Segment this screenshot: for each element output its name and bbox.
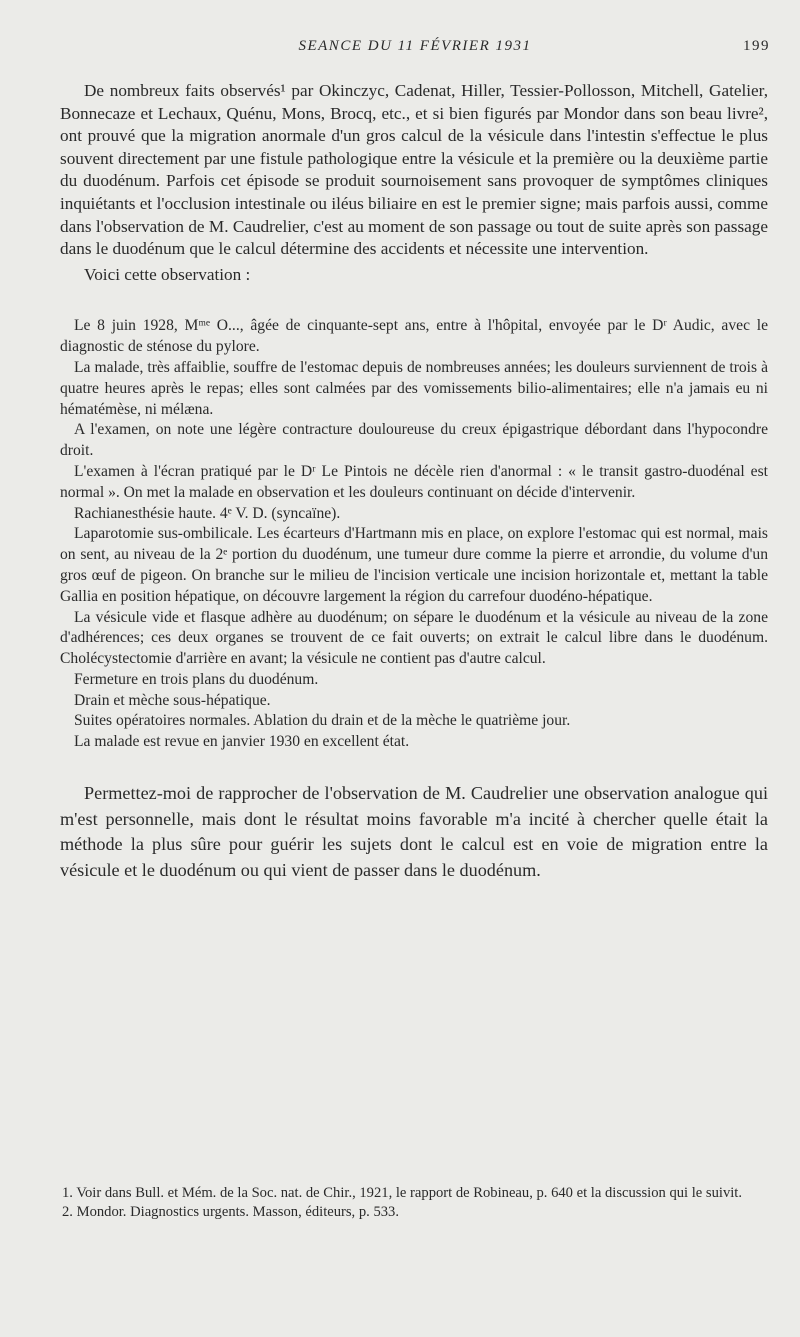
observation-paragraph: Drain et mèche sous-hépatique. (74, 691, 271, 709)
observation-paragraph: Suites opératoires normales. Ablation du drain et de la mèche le quatrième jour. (74, 712, 571, 730)
intro-paragraph: De nombreux faits observés¹ par Okinczyc, Cadenat, Hiller, Tessier-Pollosson, Mitchell, Gatelier, Bonnecaze et Lechaux, Quénu, Mons, Brocq, etc., et si bien figurés par Mondor dans son beau livre², ont prouvé que la migration anormale d'un gros calcul de la vésicule dans l'intestin s'effectue le plus souvent directement par une fistule pathologique entre la vésicule et la première ou la deuxième partie du duodénum. Parfois cet épisode se produit sournoisement sans provoquer de symptômes cliniques inquiétants et l'occlusion intestinale ou iléus biliaire en est le premier signe; mais parfois aussi, comme dans l'observation de M. Caudrelier, c'est au moment de son passage ou tout de suite après son passage dans le duodénum que le calcul détermine des accidents et nécessite une intervention. (60, 81, 768, 259)
observation-paragraph: Laparotomie sus-ombilicale. Les écarteurs d'Hartmann mis en place, on explore l'estomac qui est normal, mais on sent, au niveau de la 2ᵉ portion du duodénum, une tumeur dure comme la pierre et arrondie, du volume d'un gros œuf de pigeon. On branche sur le milieu de l'incision verticale une incision horizontale et, mettant la table Gallia en position hépatique, on découvre largement la région du carrefour duodéno-hépatique. (60, 525, 768, 605)
main-text (60, 80, 768, 883)
footnotes (60, 1184, 768, 1222)
observation-paragraph: La malade est revue en janvier 1930 en excellent état. (74, 733, 410, 751)
observation-paragraph: Rachianesthésie haute. 4ᵉ V. D. (syncaïne). (74, 504, 341, 522)
running-title: SEANCE DU 11 FÉVRIER 1931 (298, 38, 532, 54)
page-number: 199 (743, 38, 770, 54)
observation-paragraph: Le 8 juin 1928, Mᵐᵉ O..., âgée de cinquante-sept ans, entre à l'hôpital, envoyée par le Dʳ Audic, avec le diagnostic de sténose du pylore. (60, 317, 768, 356)
footnote-2: 2. Mondor. Diagnostics urgents. Masson, éditeurs, p. 533. (62, 1204, 399, 1220)
observation-paragraph: Fermeture en trois plans du duodénum. (74, 670, 319, 688)
observation-paragraph: La vésicule vide et flasque adhère au duodénum; on sépare le duodénum et la vésicule au niveau de la zone d'adhérences; ces deux organes se trouvent de ce fait ouverts; on extrait le calcul libre dans le duodénum. Cholécystectomie d'arrière en avant; la vésicule ne contient pas d'autre calcul. (60, 608, 768, 668)
footnote-1: 1. Voir dans Bull. et Mém. de la Soc. nat. de Chir., 1921, le rapport de Robineau, p. 640 et la discussion qui le suivit. (62, 1185, 743, 1201)
conclusion-paragraph: Permettez-moi de rapprocher de l'observation de M. Caudrelier une observation analogue qui m'est personnelle, mais dont le résultat moins favorable m'a incité à chercher quelle était la méthode la plus sûre pour guérir les sujets dont le calcul est en voie de migration entre la vésicule et le duodénum ou qui vient de passer dans le duodénum. (60, 783, 768, 880)
observation-lead: Voici cette observation : (84, 264, 251, 284)
observation-paragraph: A l'examen, on note une légère contracture douloureuse du creux épigastrique débordant dans l'hypocondre droit. (60, 421, 768, 460)
observation-paragraph: L'examen à l'écran pratiqué par le Dʳ Le Pintois ne décèle rien d'anormal : « le transit gastro-duodénal est normal ». On met la malade en observation et les douleurs continuant on décide d'intervenir. (60, 462, 768, 501)
observation-paragraph: La malade, très affaiblie, souffre de l'estomac depuis de nombreuses années; les douleurs surviennent de trois à quatre heures après le repas; elles sont calmées par des vomissements bilio-alimentaires; elle n'a jamais eu ni hématémèse, ni mélæna. (60, 358, 768, 418)
observation-block (60, 316, 768, 753)
